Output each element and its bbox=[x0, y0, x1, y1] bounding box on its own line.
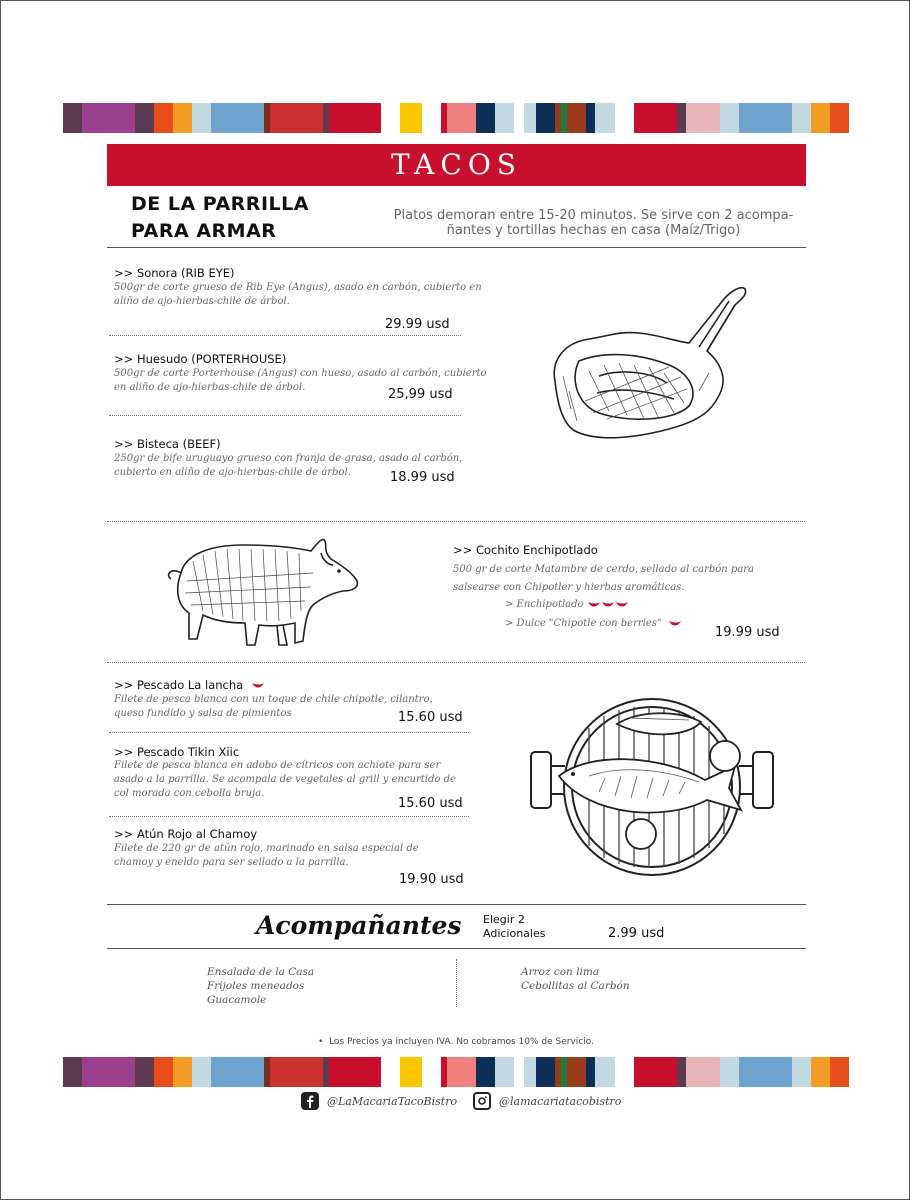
serving-note: Platos demoran entre 15-20 minutos. Se sirve con 2 acompa-ñantes y tortillas hechas en casa (Maíz/Trigo) bbox=[393, 208, 794, 238]
stripe-segment bbox=[270, 1057, 323, 1087]
stripe-segment bbox=[135, 1057, 154, 1087]
sides-title: Acompañantes bbox=[256, 911, 462, 940]
stripe-segment bbox=[792, 103, 811, 133]
stripe-segment bbox=[514, 103, 524, 133]
sides-choose: Elegir 2 bbox=[483, 913, 525, 926]
pig-illustration bbox=[163, 531, 363, 653]
item-name: Atún Rojo al Chamoy bbox=[136, 827, 258, 841]
stripe-segment bbox=[422, 1057, 441, 1087]
chili-pepper-icon bbox=[601, 600, 615, 609]
tax-footnote: • Los Precios ya incluyen IVA. No cobramos 10% de Servicio. bbox=[318, 1037, 594, 1047]
stripe-segment bbox=[514, 1057, 524, 1087]
stripe-segment bbox=[495, 1057, 514, 1087]
sides-extra-price: 2.99 usd bbox=[608, 926, 665, 941]
stripe-segment bbox=[567, 1057, 586, 1087]
color-stripe-bottom bbox=[63, 1057, 849, 1087]
stripe-segment bbox=[615, 103, 634, 133]
stripe-segment bbox=[536, 1057, 555, 1087]
stripe-segment bbox=[634, 1057, 644, 1087]
stripe-segment bbox=[811, 1057, 830, 1087]
item-title-huesudo: >> Huesudo (PORTERHOUSE) bbox=[114, 352, 287, 366]
section-subtitle bbox=[131, 191, 309, 245]
stripe-segment bbox=[720, 103, 739, 133]
stripe-segment bbox=[586, 103, 596, 133]
stripe-segment bbox=[63, 1057, 82, 1087]
stripe-segment bbox=[400, 1057, 422, 1087]
item-title-sonora: >> Sonora (RIB EYE) bbox=[114, 266, 235, 280]
stripe-segment bbox=[595, 1057, 614, 1087]
stripe-segment bbox=[476, 1057, 495, 1087]
item-price-sonora: 29.99 usd bbox=[385, 317, 450, 332]
item-tag: (RIB EYE) bbox=[181, 266, 235, 280]
stripe-segment bbox=[536, 103, 555, 133]
side-item: Guacamole bbox=[207, 994, 267, 1006]
stripe-segment bbox=[643, 103, 677, 133]
footnote-text: Los Precios ya incluyen IVA. No cobramos 10% de Servicio. bbox=[329, 1037, 594, 1047]
stripe-segment bbox=[447, 103, 476, 133]
item-price-bisteca: 18.99 usd bbox=[390, 470, 455, 485]
divider bbox=[107, 948, 806, 949]
stripe-segment bbox=[135, 103, 154, 133]
stripe-segment bbox=[329, 1057, 382, 1087]
item-title-lancha: >> Pescado La lancha bbox=[114, 678, 265, 692]
stripe-segment bbox=[524, 1057, 536, 1087]
stripe-segment bbox=[495, 103, 514, 133]
side-item: Frijoles meneados bbox=[207, 980, 305, 992]
menu-title: TACOS bbox=[107, 144, 806, 186]
sides-extra-label: Adicionales bbox=[483, 927, 546, 940]
stripe-segment bbox=[82, 1057, 135, 1087]
facebook-handle: @LaMacariaTacoBistro bbox=[327, 1094, 458, 1108]
chili-pepper-icon bbox=[587, 600, 601, 609]
stripe-segment bbox=[595, 103, 614, 133]
option-label: > Enchipotlado bbox=[505, 599, 584, 610]
stripe-segment bbox=[211, 103, 264, 133]
stripe-segment bbox=[154, 1057, 173, 1087]
stripe-segment bbox=[677, 103, 687, 133]
stripe-segment bbox=[154, 103, 173, 133]
dotted-divider bbox=[109, 816, 469, 817]
stripe-segment bbox=[739, 1057, 792, 1087]
stripe-segment bbox=[567, 103, 586, 133]
instagram-link[interactable] bbox=[473, 1092, 621, 1110]
item-price-huesudo: 25,99 usd bbox=[388, 387, 453, 402]
stripe-segment bbox=[270, 103, 323, 133]
sides-list-right bbox=[521, 965, 630, 993]
chili-pepper-icon bbox=[668, 619, 682, 628]
stripe-segment bbox=[447, 1057, 476, 1087]
instagram-handle: @lamacariatacobistro bbox=[499, 1094, 622, 1108]
item-name: Cochito Enchipotlado bbox=[475, 543, 598, 557]
stripe-segment bbox=[211, 1057, 264, 1087]
option-dulce bbox=[505, 617, 725, 631]
item-tag: (PORTERHOUSE) bbox=[187, 352, 287, 366]
item-name: Huesudo bbox=[136, 352, 188, 366]
stripe-segment bbox=[381, 103, 400, 133]
item-desc-bisteca: 250gr de bife uruguayo grueso con franja de grasa, asado al carbón, cubierto en aliño de ajo-hierbas-chile de árbol. bbox=[114, 453, 463, 478]
side-item: Cebollitas al Carbón bbox=[521, 980, 630, 992]
stripe-segment bbox=[830, 103, 849, 133]
dotted-divider bbox=[107, 662, 805, 663]
item-title-bisteca: >> Bisteca (BEEF) bbox=[114, 437, 221, 451]
item-price-lancha: 15.60 usd bbox=[398, 710, 463, 725]
item-name: Bisteca bbox=[136, 437, 179, 451]
chili-pepper-icon bbox=[251, 681, 265, 690]
stripe-segment bbox=[82, 103, 135, 133]
stripe-segment bbox=[173, 103, 192, 133]
stripe-segment bbox=[400, 103, 422, 133]
stripe-segment bbox=[720, 1057, 739, 1087]
item-title-atun: >> Atún Rojo al Chamoy bbox=[114, 827, 258, 841]
stripe-segment bbox=[329, 103, 382, 133]
dotted-divider bbox=[109, 335, 461, 336]
side-item: Arroz con lima bbox=[521, 966, 600, 978]
side-item: Ensalada de la Casa bbox=[207, 966, 315, 978]
stripe-segment bbox=[615, 1057, 634, 1087]
item-desc-huesudo: 500gr de corte Porterhouse (Angus) con hueso, asado al carbón, cubierto en aliño de ajo-hierbas-chile de árbol. bbox=[114, 368, 487, 393]
stripe-segment bbox=[381, 1057, 400, 1087]
stripe-segment bbox=[524, 103, 536, 133]
divider bbox=[107, 904, 806, 905]
stripe-segment bbox=[192, 103, 211, 133]
vertical-divider bbox=[456, 959, 457, 1007]
divider bbox=[107, 247, 806, 248]
subtitle-line-1: DE LA PARRILLA bbox=[131, 193, 309, 215]
item-desc-tikin: Filete de pesca blanca en adobo de cítricos con achiote para ser asado a la parrilla. Se acompala de vegetales al grill y encurtido de col morada con cebolla bruja. bbox=[114, 760, 456, 799]
stripe-segment bbox=[586, 1057, 596, 1087]
stripe-segment bbox=[63, 103, 82, 133]
stripe-segment bbox=[830, 1057, 849, 1087]
item-name: Pescado La lancha bbox=[136, 678, 244, 692]
stripe-segment bbox=[677, 1057, 687, 1087]
item-desc-lancha: Filete de pesca blanca con un toque de chile chipotle, cilantro, queso fundido y salsa de pimientos bbox=[114, 694, 433, 719]
dotted-divider bbox=[109, 732, 469, 733]
stripe-segment bbox=[811, 103, 830, 133]
stripe-segment bbox=[192, 1057, 211, 1087]
item-title-tikin: >> Pescado Tikin Xiic bbox=[114, 745, 240, 759]
chili-pepper-icon bbox=[615, 600, 629, 609]
facebook-icon bbox=[301, 1092, 319, 1110]
item-desc-atun: Filete de 220 gr de atún rojo, marinado en salsa especial de chamoy y eneldo para ser sellado a la parrilla. bbox=[114, 843, 419, 868]
item-desc-sonora: 500gr de corte grueso de Rib Eye (Angus), asado en carbón, cubierto en aliño de ajo-hierbas-chile de árbol. bbox=[114, 282, 482, 307]
stripe-segment bbox=[643, 1057, 677, 1087]
subtitle-line-2: PARA ARMAR bbox=[131, 220, 277, 242]
item-name: Pescado Tikin Xiic bbox=[136, 745, 240, 759]
fish-grill-illustration bbox=[529, 696, 775, 878]
item-price-atun: 19.90 usd bbox=[399, 872, 464, 887]
item-price-tikin: 15.60 usd bbox=[398, 796, 463, 811]
stripe-segment bbox=[422, 103, 441, 133]
item-price-cochito: 19.99 usd bbox=[715, 625, 780, 640]
stripe-segment bbox=[739, 103, 792, 133]
facebook-link[interactable] bbox=[301, 1092, 457, 1110]
item-desc-cochito: 500 gr de corte Matambre de cerdo, sellado al carbón para salsearse con Chipotler y hierbas aromáticas. bbox=[453, 564, 754, 593]
sides-list-left bbox=[207, 965, 314, 1007]
stripe-segment bbox=[476, 103, 495, 133]
stripe-segment bbox=[686, 1057, 720, 1087]
dotted-divider bbox=[107, 521, 805, 522]
stripe-segment bbox=[634, 103, 644, 133]
item-name: Sonora bbox=[136, 266, 178, 280]
option-label: > Dulce "Chipotle con berries" bbox=[505, 618, 662, 629]
instagram-icon bbox=[473, 1092, 491, 1110]
color-stripe-top bbox=[63, 103, 849, 133]
stripe-segment bbox=[686, 103, 720, 133]
steak-illustration bbox=[549, 281, 749, 451]
item-title-cochito: >> Cochito Enchipotlado bbox=[453, 543, 598, 557]
stripe-segment bbox=[173, 1057, 192, 1087]
dotted-divider bbox=[109, 415, 461, 416]
option-enchipotlado bbox=[505, 598, 705, 612]
stripe-segment bbox=[792, 1057, 811, 1087]
item-tag: (BEEF) bbox=[182, 437, 221, 451]
